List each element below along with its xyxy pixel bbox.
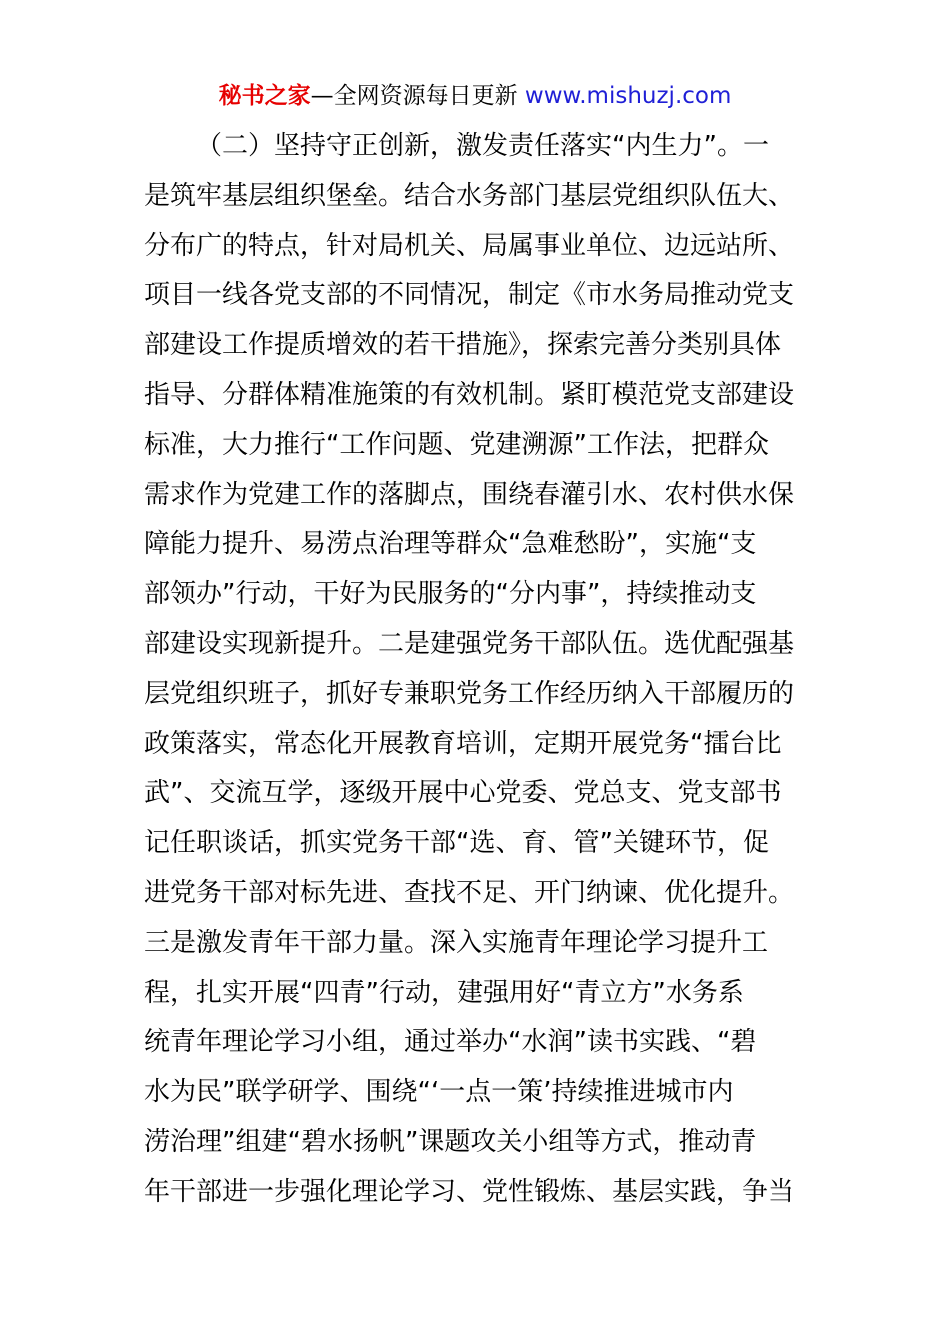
paragraph-line: 部建设实现新提升。二是建强党务干部队伍。选优配强基 [144, 628, 795, 659]
paragraph-line: 部建设工作提质增效的若干措施》，探索完善分类别具体 [144, 330, 782, 361]
paragraph-line: 水为民”联学研学、围绕“‘一点一策’持续推进城市内 [144, 1077, 734, 1108]
paragraph-line: 武”、交流互学，逐级开展中心党委、党总支、党支部书 [144, 778, 782, 809]
paragraph-line: （二）坚持守正创新，激发责任落实“内生力”。一 [196, 131, 769, 161]
paragraph-line: 是筑牢基层组织堡垒。结合水务部门基层党组织队伍大、 [144, 180, 795, 211]
paragraph-line: 进党务干部对标先进、查找不足、开门纳谏、优化提升。 [144, 877, 795, 908]
paragraph-line: 障能力提升、易涝点治理等群众“急难愁盼”，实施“支 [144, 529, 757, 560]
paragraph-line: 需求作为党建工作的落脚点，围绕春灌引水、农村供水保 [144, 479, 795, 510]
paragraph-line: 涝治理”组建“碧水扬帆”课题攻关小组等方式，推动青 [144, 1126, 757, 1157]
paragraph-line: 统青年理论学习小组，通过举办“水润”读书实践、“碧 [144, 1027, 757, 1058]
paragraph-line: 层党组织班子，抓好专兼职党务工作经历纳入干部履历的 [144, 678, 795, 709]
paragraph-line: 程，扎实开展“四青”行动，建强用好“青立方”水务系 [144, 977, 744, 1008]
site-brand: 秘书之家 [218, 83, 311, 109]
document-paragraph [144, 122, 810, 1218]
paragraph-line: 标准，大力推行“工作问题、党建溯源”工作法，把群众 [144, 429, 769, 460]
paragraph-line: 分布广的特点，针对局机关、局属事业单位、边远站所、 [144, 230, 795, 261]
paragraph-line: 部领办”行动，干好为民服务的“分内事”，持续推动支 [144, 579, 757, 610]
paragraph-line: 政策落实，常态化开展教育培训，定期开展党务“擂台比 [144, 728, 782, 759]
paragraph-line: 项目一线各党支部的不同情况，制定《市水务局推动党支 [144, 280, 795, 311]
site-header [0, 80, 950, 112]
paragraph-line: 指导、分群体精准施策的有效机制。紧盯模范党支部建设 [144, 379, 795, 410]
site-tagline: —全网资源每日更新 [310, 83, 518, 109]
paragraph-line: 年干部进一步强化理论学习、党性锻炼、基层实践，争当 [144, 1176, 795, 1207]
site-url-link[interactable]: www.mishuzj.com [524, 83, 732, 109]
paragraph-line: 三是激发青年干部力量。深入实施青年理论学习提升工 [144, 927, 769, 958]
paragraph-line: 记任职谈话，抓实党务干部“选、育、管”关键环节，促 [144, 828, 769, 859]
